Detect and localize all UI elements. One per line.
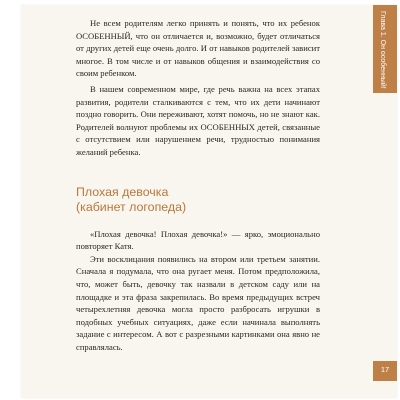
paragraph-4: Эти восклицания появились на втором или третьем занятии. Сначала я подумала, что она ругает меня. Потом предположила, что, может быть, девочку так назвали в детском саду или на площадке и эта фраза закрепилась. Во время предыдущих встреч четырехлетняя девочка могла просто разбросать игрушки в подобных учебных ситуациях, даже если начинала выполнять задание с интересом. А вот с разрезными картинками она явно не справлялась. [76, 253, 320, 352]
chapter-tab [373, 5, 397, 93]
body-text [76, 17, 320, 353]
page-number-tab [373, 361, 397, 381]
section-subtitle: (кабинет логопеда) [76, 199, 187, 214]
section-title: Плохая девочка [76, 184, 169, 199]
paragraph-2: В нашем современном мире, где речь важна на всех этапах развития, родители сталкиваются с тем, что их дети начинают поздно говорить. Они переживают, хотят помочь, но не знают как. Родителей волнуют проблемы их ОСОБЕННЫХ детей, связанные с отсутствием или нарушением речи, трудностью понимания желаний ребенка. [76, 83, 320, 157]
section-heading [76, 185, 320, 215]
paragraph-3: «Плохая девочка! Плохая девочка!» — ярко, эмоционально повторяет Катя. [76, 228, 320, 252]
book-page [21, 5, 397, 398]
paragraph-1: Не всем родителям легко принять и понять, что их ребенок ОСОБЕННЫЙ, что он отличается и, возможно, будет отличаться от других детей еще очень долго. И от навыков родителей зависит многое. В том числе и от навыков общения и взаимодействия со своим ребенком. [76, 18, 320, 79]
page-number: 17 [380, 365, 390, 374]
chapter-label: Глава 1. Он особенный! [379, 11, 386, 89]
